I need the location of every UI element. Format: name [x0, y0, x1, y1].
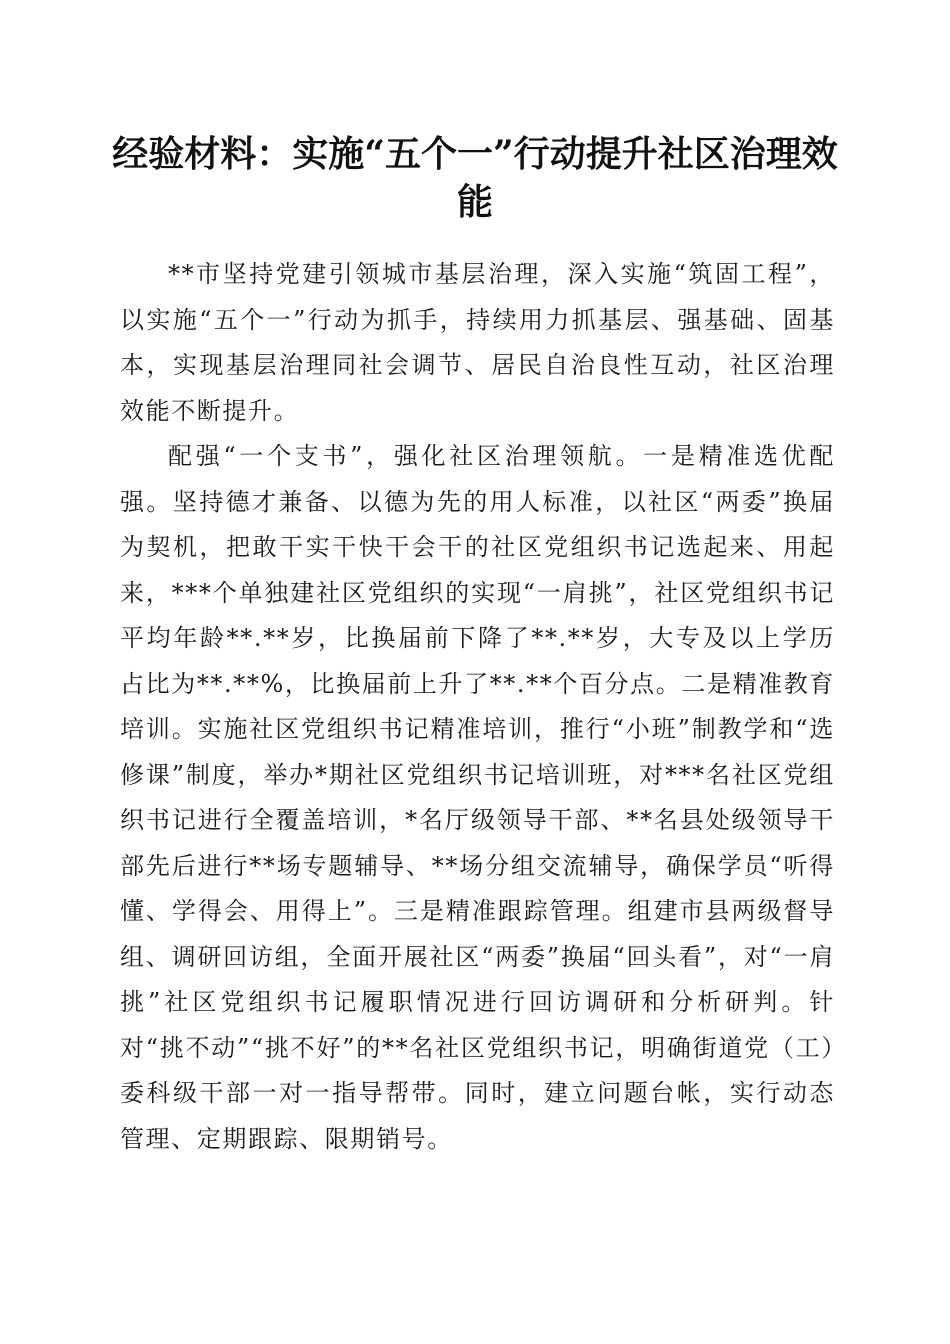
document-title: 经验材料：实施“五个一”行动提升社区治理效能 — [112, 133, 838, 223]
paragraph-intro: **市坚持党建引领城市基层治理，深入实施“筑固工程”，以实施“五个一”行动为抓手，持续用力抓基层、强基础、固基本，实现基层治理同社会调节、居民自治良性互动，社区治理效能不断提升。 — [120, 260, 835, 425]
paragraph-secretary: 配强“一个支书”，强化社区治理领航。一是精准选优配强。坚持德才兼备、以德为先的用人标准，以社区“两委”换届为契机，把敢干实干快干会干的社区党组织书记选起来、用起来，***个单独建社区党组织的实现“一肩挑”，社区党组织书记平均年龄**.**岁，比换届前下降了**.**岁，大专及以上学历占比为**.**%，比换届前上升了**.**个百分点。二是精准教育培训。实施社区党组织书记精准培训，推行“小班”制教学和“选修课”制度，举办*期社区党组织书记培训班，对***名社区党组织书记进行全覆盖培训，*名厅级领导干部、**名县处级领导干部先后进行**场专题辅导、**场分组交流辅导，确保学员“听得懂、学得会、用得上”。三是精准跟踪管理。组建市县两级督导组、调研回访组，全面开展社区“两委”换届“回头看”，对“一肩挑”社区党组织书记履职情况进行回访调研和分析研判。针对“挑不动”“挑不好”的**名社区党组织书记，明确街道党（工）委科级干部一对一指导帮带。同时，建立问题台帐，实行动态管理、定期跟踪、限期销号。 — [120, 442, 835, 1153]
document-body — [120, 252, 835, 1162]
